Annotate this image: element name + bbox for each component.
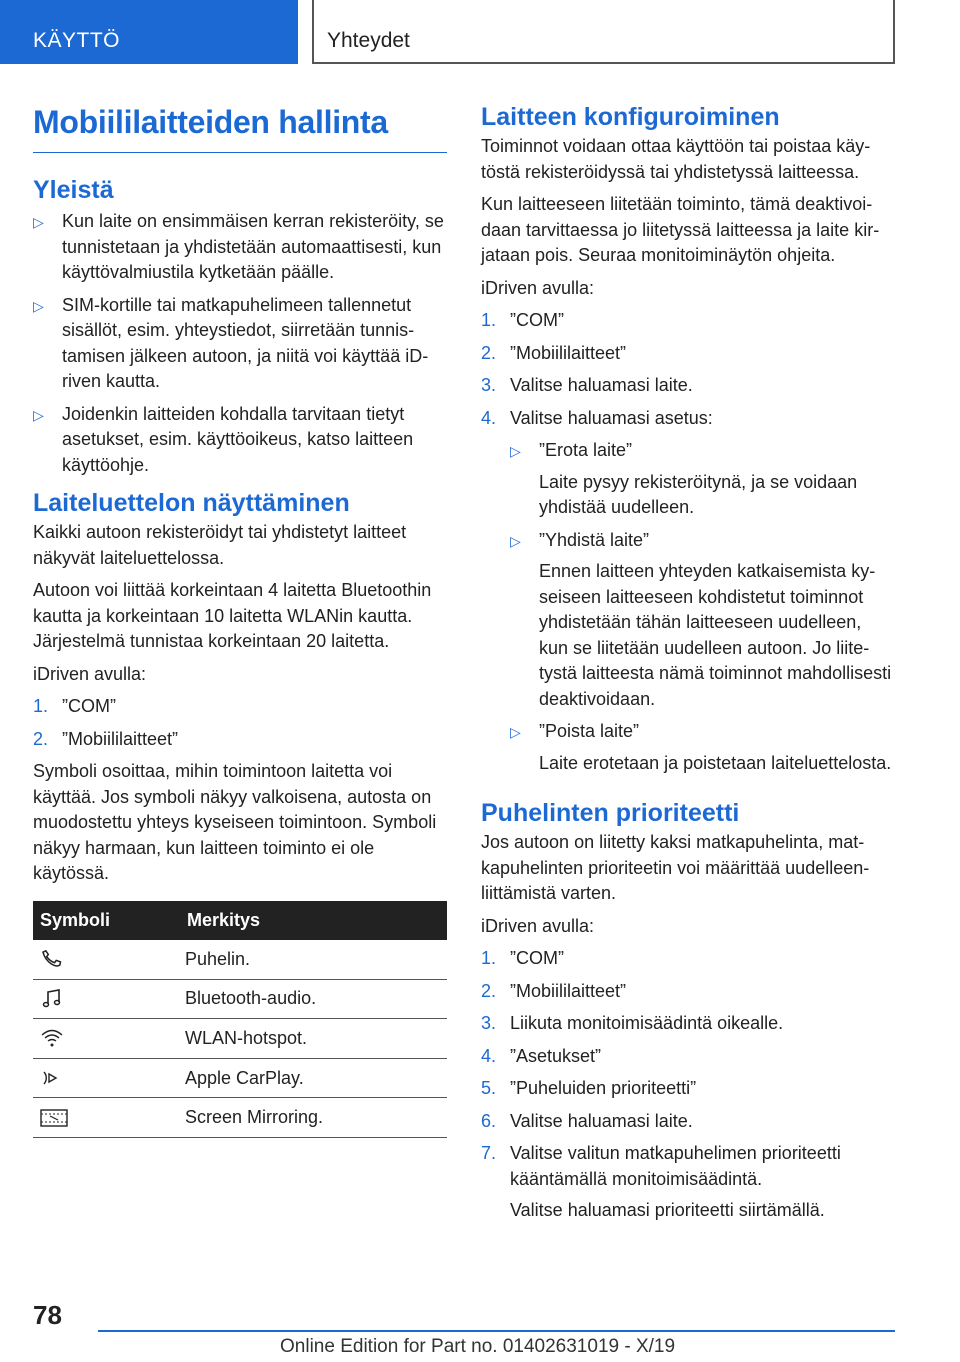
table-header-row (33, 901, 447, 940)
step-item: 4. ”Asetukset” (481, 1045, 602, 1066)
device-list-paragraph-1: Kaikki autoon rekisteröidyt tai yhdistetyt laitteet näkyvät laiteluettelossa. (33, 522, 407, 568)
config-paragraph-1: Toiminnot voidaan ottaa käyttöön tai poistaa käytöstä rekisteröidyssä tai yhdistetyssä laitteessa. (481, 136, 871, 182)
triangle-bullet-icon: ▷ (510, 532, 521, 549)
general-bullet-1: ▷ Kun laite on ensimmäisen kerran rekisteröity, se tunnistetaan ja yhdistetään automaattisesti, kun käyttövalmiustila kytketään päälle. (33, 211, 444, 282)
right-column (481, 100, 895, 1231)
column-header-symbol: Symboli (33, 901, 185, 940)
step-item: 6. Valitse haluamasi laite. (481, 1110, 693, 1131)
wifi-icon (40, 1027, 64, 1049)
meaning-cell: Screen Mirroring. (185, 1098, 447, 1138)
step-item: 2. ”Mobiililaitteet” (481, 342, 627, 363)
option-item: ▷ ”Yhdistä laite” Ennen laitteen yhteyden katkaisemista kyseiseen laitteeseen kohdistetut toiminnot yhdistetään tähän laitteeseen uudelleen, kun se liitetään uudelleen autoon. Jo liitetystä laitteesta nämä toiminnot mahdollisesti deaktivoidaan. (510, 529, 892, 709)
section-tab (0, 0, 298, 64)
config-paragraph-2: Kun laitteeseen liitetään toiminto, tämä deaktivoidaan tarvittaessa jo liitetyssä laitteessa ja laite kirjataan pois. Seuraa monitoiminäytön ohjeita. (481, 194, 880, 265)
option-item: ▷ ”Poista laite” Laite erotetaan ja poistetaan laiteluettelosta. (510, 721, 892, 773)
section-label: KÄYTTÖ (33, 29, 121, 52)
column-header-meaning: Merkitys (185, 901, 447, 940)
step-item: 1. ”COM” (33, 696, 116, 716)
page-title: Mobiililaitteiden hallinta (33, 100, 447, 153)
priority-heading: Puhelinten prioriteetti (481, 799, 740, 827)
idrive-intro: iDriven avulla: (481, 277, 595, 298)
step-note: Valitse haluamasi prioriteetti siirtämällä. (510, 1200, 825, 1220)
step-item: 1. ”COM” (481, 948, 564, 968)
edition-footer: Online Edition for Part no. 01402631019 - X/19 (280, 1336, 676, 1357)
meaning-cell: Apple CarPlay. (185, 1058, 447, 1098)
step-item: 4. Valitse haluamasi asetus: ▷ ”Erota laite” Laite pysyy rekisteröitynä, ja se voidaan yhdistää uudelleen. ▷ ”Yhdistä laite” Ennen laitteen yhteyden katkaisemista kyseiseen laitteeseen kohdistetut toiminnot yhdistetään tähän laitteeseen uudelleen, kun se liitetään uudelleen autoon. Jo liitetystä laitteesta nämä toiminnot mahdollisesti deaktivoidaan. ▷ ”Poista laite” Laite erotetaan ja poistetaan laiteluettelosta. (481, 406, 895, 777)
triangle-bullet-icon: ▷ (33, 297, 44, 314)
table-row (33, 979, 447, 1019)
meaning-cell: Bluetooth-audio. (185, 979, 447, 1019)
device-list-paragraph-2: Autoon voi liittää korkeintaan 4 laitetta Bluetoothin kautta ja korkeintaan 10 laitetta WLANin kautta. Järjestelmä tunnistaa korkeintaan 20 laitetta. (33, 580, 432, 651)
triangle-bullet-icon: ▷ (510, 724, 521, 740)
chapter-label: Yhteydet (327, 29, 410, 52)
table-row (33, 940, 447, 980)
left-column (33, 100, 447, 1138)
footer-divider (98, 1330, 895, 1332)
chapter-tab (312, 0, 895, 64)
step-item: 5. ”Puheluiden prioriteetti” (481, 1078, 697, 1098)
carplay-icon (40, 1067, 64, 1089)
option-list (510, 438, 895, 776)
option-item: ▷ ”Erota laite” Laite pysyy rekisteröitynä, ja se voidaan yhdistää uudelleen. (510, 440, 858, 517)
config-heading: Laitteen konfiguroiminen (481, 103, 780, 131)
step-item: 2. ”Mobiililaitteet” (33, 728, 179, 749)
device-list-heading: Laiteluettelon näyttäminen (33, 489, 350, 517)
idrive-intro: iDriven avulla: (33, 663, 147, 684)
meaning-cell: Puhelin. (185, 940, 447, 980)
triangle-bullet-icon: ▷ (33, 214, 44, 230)
meaning-cell: WLAN-hotspot. (185, 1019, 447, 1059)
table-row (33, 1058, 447, 1098)
general-heading: Yleistä (33, 176, 114, 204)
step-item: 3. Liikuta monitoimisäädintä oikealle. (481, 1013, 784, 1033)
music-note-icon (40, 988, 64, 1010)
general-bullet-2: ▷ SIM-kortille tai matkapuhelimeen tallennetut sisällöt, esim. yhteystiedot, siirretään tunnistamisen jälkeen autoon, ja niitä voi käyttää iDriven kautta. (33, 294, 429, 391)
table-row (33, 1019, 447, 1059)
triangle-bullet-icon: ▷ (33, 406, 44, 423)
general-bullet-3: ▷ Joidenkin laitteiden kohdalla tarvitaan tietyt asetukset, esim. käyttöoikeus, katso laitteen käyttöohje. (33, 403, 414, 475)
screen-mirroring-icon (40, 1107, 68, 1129)
page-number: 78 (33, 1300, 62, 1330)
step-item: 1. ”COM” (481, 310, 564, 330)
phone-icon (40, 948, 64, 970)
step-item: 3. Valitse haluamasi laite. (481, 375, 693, 395)
idrive-intro: iDriven avulla: (481, 915, 595, 936)
symbol-table (33, 901, 447, 1138)
table-row (33, 1098, 447, 1138)
step-item: 7. Valitse valitun matkapuhelimen prioriteetti kääntämällä monitoimisäädintä. Valitse haluamasi prioriteetti siirtämällä. (481, 1141, 895, 1224)
step-item: 2. ”Mobiililaitteet” (481, 980, 627, 1001)
triangle-bullet-icon: ▷ (510, 443, 521, 459)
priority-paragraph: Jos autoon on liitetty kaksi matkapuhelinta, matkapuhelinten prioriteetin voi määrittää uudelleenliittämistä varten. (481, 832, 870, 903)
symbol-explanation: Symboli osoittaa, mihin toimintoon laitetta voi käyttää. Jos symboli näkyy valkoisena, autosta on muodostettu yhteys kyseiseen toimintoon. Symboli näkyy harmaan, kun laitteen toiminto ei ole käytössä. (33, 761, 437, 883)
